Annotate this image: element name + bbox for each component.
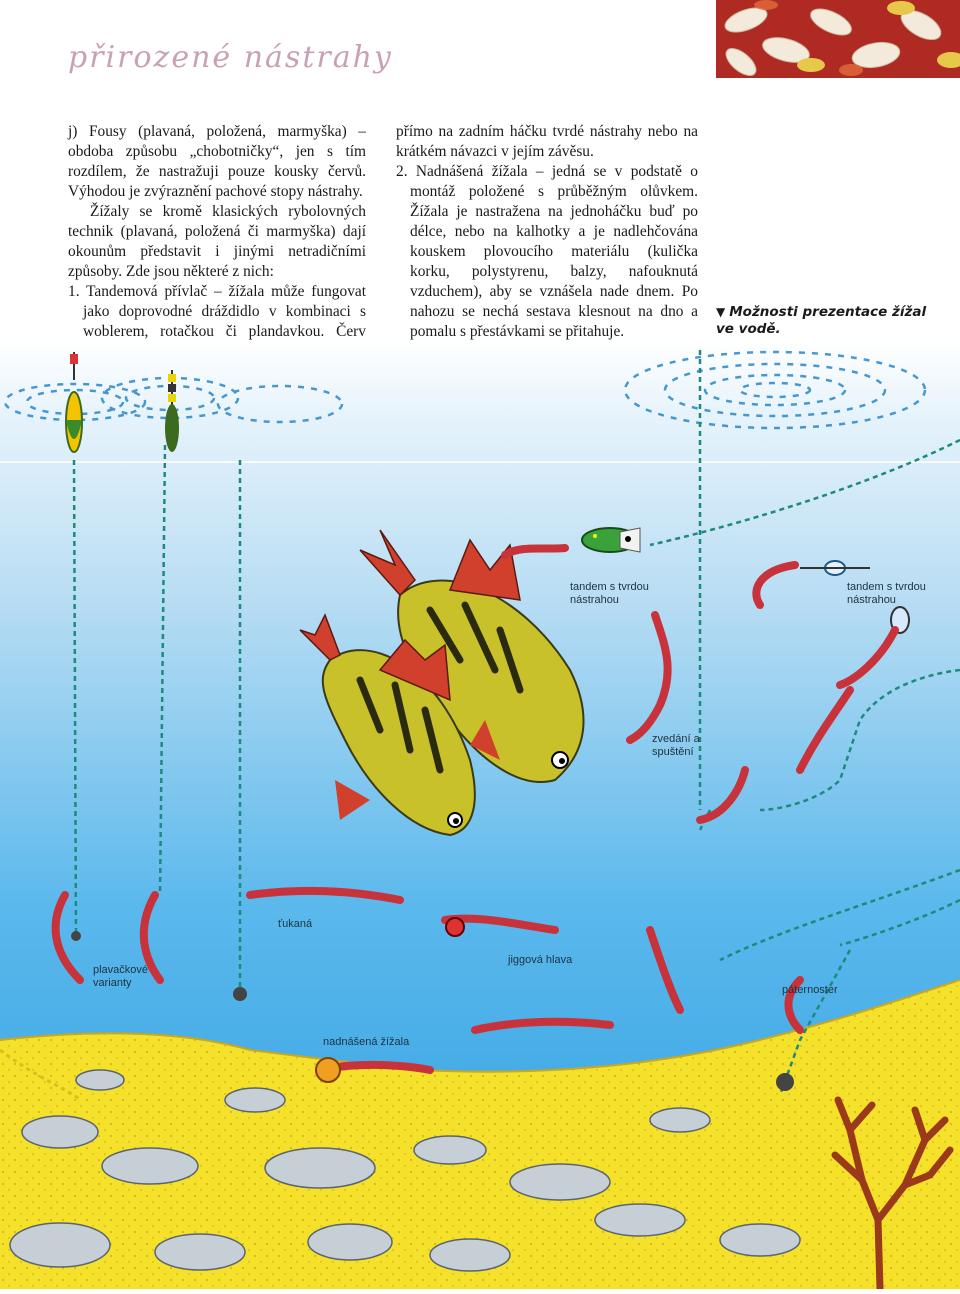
paragraph-nadnasena: 2. Nadnášená žížala – jedná se v podstatě o montáž položené s průběžným olůvkem. Žížala je nastražena na jednoháčku buď po délce, nebo na kalhotky a je nadlehčována kouskem plovoucího materiálu (kulička korku, polystyrenu, balzy, nafouknutá vzduchem), aby se vznášela nade dnem. Po nahozu se nechá sestava klesnout na dno a pomalu s přestávkami se přitahuje. — [396, 163, 698, 340]
triangle-down-icon: ▼ — [716, 305, 726, 319]
caption-text: Možnosti prezentace žížal ve vodě. — [716, 304, 927, 337]
text-column-middle — [396, 122, 698, 342]
jig-head — [446, 918, 464, 936]
sinker-3 — [71, 931, 81, 941]
paragraph-intro: Žížaly se kromě klasických rybolovných technik (plavaná, položená či marmyška) dají okounům představit i jinými netradičními způsoby. Zde jsou některé z nich: — [68, 203, 366, 280]
label-plavackove: plavačkové varianty — [93, 964, 149, 989]
text-column-left — [68, 122, 366, 362]
paragraph-tandem: 1. Tandemová přívlač – žížala může fungovat jako doprovodné dráždidlo v kombinaci s woblerem, rotačkou či plandavkou. Červ — [68, 283, 366, 340]
figure-caption — [716, 304, 936, 338]
label-nadnasena: nadnášená žížala — [323, 1036, 410, 1048]
worm-presentation-illustration — [0, 340, 960, 1289]
label-zvedani: zvedání a spuštění — [652, 733, 700, 758]
page-section-title: přirozené nástrahy — [68, 40, 393, 75]
cork-ball — [316, 1058, 340, 1082]
paragraph-tandem-cont: přímo na zadním háčku tvrdé nástrahy nebo na krátkém návazci v jejím závěsu. — [396, 123, 698, 160]
label-paternoster: páternoster — [782, 984, 838, 996]
label-jiggova: jiggová hlava — [508, 954, 573, 966]
label-tandem-2: tandem s tvrdou nástrahou — [847, 581, 926, 606]
paragraph-fousy: j) Fousy (plavaná, položená, marmyška) – obdoba způsobu „chobotničky“, jen s tím rozdílem, že nastražuji pouze kousky červů. Výhodou je zvýraznění pachové stopy nástrahy. — [68, 123, 366, 200]
maggot-bait-photo — [716, 0, 960, 78]
wobbler-lure — [582, 528, 640, 552]
label-tukana: ťukaná — [278, 918, 313, 930]
label-tandem-1: tandem s tvrdou nástrahou — [570, 581, 649, 606]
sinker-1 — [233, 987, 247, 1001]
sinker-2 — [776, 1073, 794, 1091]
